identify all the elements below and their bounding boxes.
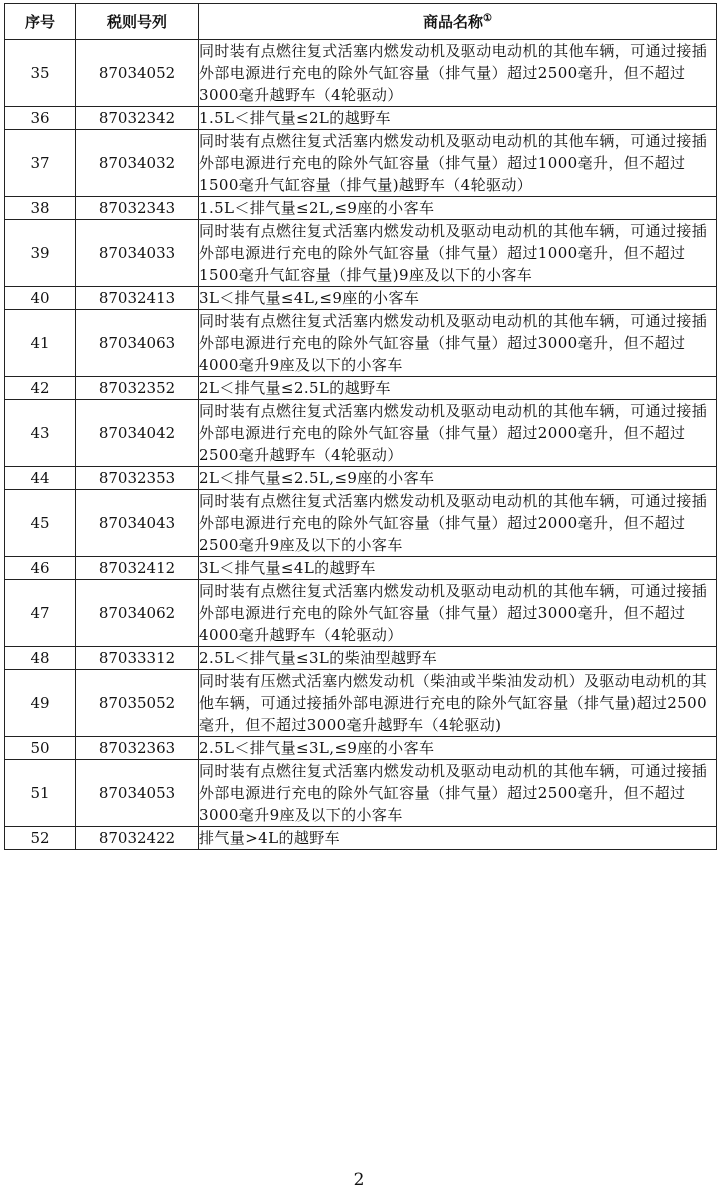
cell-name: 2.5L＜排气量≤3L的柴油型越野车 (199, 647, 717, 670)
cell-code: 87035052 (76, 670, 199, 737)
cell-seq: 37 (5, 130, 76, 197)
cell-seq: 48 (5, 647, 76, 670)
cell-code: 87034052 (76, 40, 199, 107)
cell-code: 87034062 (76, 580, 199, 647)
cell-name: 2L＜排气量≤2.5L,≤9座的小客车 (199, 467, 717, 490)
cell-seq: 50 (5, 737, 76, 760)
table-row (5, 580, 717, 647)
cell-seq: 38 (5, 197, 76, 220)
cell-name: 2L＜排气量≤2.5L的越野车 (199, 377, 717, 400)
cell-seq: 51 (5, 760, 76, 827)
table-row (5, 287, 717, 310)
cell-seq: 44 (5, 467, 76, 490)
header-code: 税则号列 (76, 4, 199, 40)
table-row (5, 310, 717, 377)
cell-code: 87034063 (76, 310, 199, 377)
cell-name: 3L＜排气量≤4L,≤9座的小客车 (199, 287, 717, 310)
cell-seq: 36 (5, 107, 76, 130)
cell-code: 87033312 (76, 647, 199, 670)
cell-code: 87034042 (76, 400, 199, 467)
cell-name: 2.5L＜排气量≤3L,≤9座的小客车 (199, 737, 717, 760)
table-row (5, 827, 717, 850)
table-row (5, 400, 717, 467)
table-row (5, 107, 717, 130)
cell-code: 87034032 (76, 130, 199, 197)
cell-name: 同时装有点燃往复式活塞内燃发动机及驱动电动机的其他车辆，可通过接插外部电源进行充电的除外气缸容量（排气量）超过2000毫升，但不超过2500毫升越野车（4轮驱动） (199, 400, 717, 467)
table-row (5, 130, 717, 197)
cell-name: 排气量>4L的越野车 (199, 827, 717, 850)
cell-name: 同时装有点燃往复式活塞内燃发动机及驱动电动机的其他车辆，可通过接插外部电源进行充电的除外气缸容量（排气量）超过3000毫升，但不超过4000毫升9座及以下的小客车 (199, 310, 717, 377)
cell-name: 3L＜排气量≤4L的越野车 (199, 557, 717, 580)
cell-code: 87032422 (76, 827, 199, 850)
footnote-marker: ① (483, 12, 492, 24)
cell-seq: 46 (5, 557, 76, 580)
cell-name: 同时装有点燃往复式活塞内燃发动机及驱动电动机的其他车辆，可通过接插外部电源进行充电的除外气缸容量（排气量）超过3000毫升，但不超过4000毫升越野车（4轮驱动） (199, 580, 717, 647)
cell-code: 87034053 (76, 760, 199, 827)
table-row (5, 377, 717, 400)
cell-name: 同时装有点燃往复式活塞内燃发动机及驱动电动机的其他车辆，可通过接插外部电源进行充电的除外气缸容量（排气量）超过1000毫升，但不超过1500毫升气缸容量（排气量)越野车（4轮驱动） (199, 130, 717, 197)
table-row (5, 40, 717, 107)
table-body (5, 40, 717, 850)
header-name-label: 商品名称 (423, 12, 484, 31)
cell-seq: 40 (5, 287, 76, 310)
table-row (5, 557, 717, 580)
table-row (5, 737, 717, 760)
cell-code: 87034043 (76, 490, 199, 557)
table-header-row (5, 4, 717, 40)
page-number: 2 (353, 1170, 365, 1190)
table-row (5, 760, 717, 827)
header-seq: 序号 (5, 4, 76, 40)
cell-code: 87032413 (76, 287, 199, 310)
cell-name: 同时装有压燃式活塞内燃发动机（柴油或半柴油发动机）及驱动电动机的其他车辆，可通过接插外部电源进行充电的除外气缸容量（排气量)超过2500毫升，但不超过3000毫升越野车（4轮驱动) (199, 670, 717, 737)
cell-code: 87032352 (76, 377, 199, 400)
table-row (5, 647, 717, 670)
cell-seq: 41 (5, 310, 76, 377)
table-row (5, 220, 717, 287)
cell-name: 同时装有点燃往复式活塞内燃发动机及驱动电动机的其他车辆，可通过接插外部电源进行充电的除外气缸容量（排气量）超过2500毫升，但不超过3000毫升9座及以下的小客车 (199, 760, 717, 827)
cell-name: 1.5L＜排气量≤2L,≤9座的小客车 (199, 197, 717, 220)
cell-code: 87032343 (76, 197, 199, 220)
table-row (5, 670, 717, 737)
cell-seq: 35 (5, 40, 76, 107)
cell-seq: 47 (5, 580, 76, 647)
cell-name: 同时装有点燃往复式活塞内燃发动机及驱动电动机的其他车辆，可通过接插外部电源进行充电的除外气缸容量（排气量）超过2000毫升，但不超过2500毫升9座及以下的小客车 (199, 490, 717, 557)
cell-code: 87034033 (76, 220, 199, 287)
cell-code: 87032353 (76, 467, 199, 490)
header-name (199, 4, 717, 40)
cell-code: 87032342 (76, 107, 199, 130)
cell-code: 87032412 (76, 557, 199, 580)
table-row (5, 490, 717, 557)
tariff-table (4, 3, 717, 850)
cell-seq: 52 (5, 827, 76, 850)
cell-name: 1.5L＜排气量≤2L的越野车 (199, 107, 717, 130)
cell-seq: 42 (5, 377, 76, 400)
table-row (5, 197, 717, 220)
cell-seq: 43 (5, 400, 76, 467)
cell-code: 87032363 (76, 737, 199, 760)
cell-name: 同时装有点燃往复式活塞内燃发动机及驱动电动机的其他车辆，可通过接插外部电源进行充电的除外气缸容量（排气量）超过1000毫升，但不超过1500毫升气缸容量（排气量)9座及以下的小客车 (199, 220, 717, 287)
cell-seq: 39 (5, 220, 76, 287)
table-row (5, 467, 717, 490)
cell-seq: 45 (5, 490, 76, 557)
cell-name: 同时装有点燃往复式活塞内燃发动机及驱动电动机的其他车辆，可通过接插外部电源进行充电的除外气缸容量（排气量）超过2500毫升，但不超过3000毫升越野车（4轮驱动） (199, 40, 717, 107)
cell-seq: 49 (5, 670, 76, 737)
